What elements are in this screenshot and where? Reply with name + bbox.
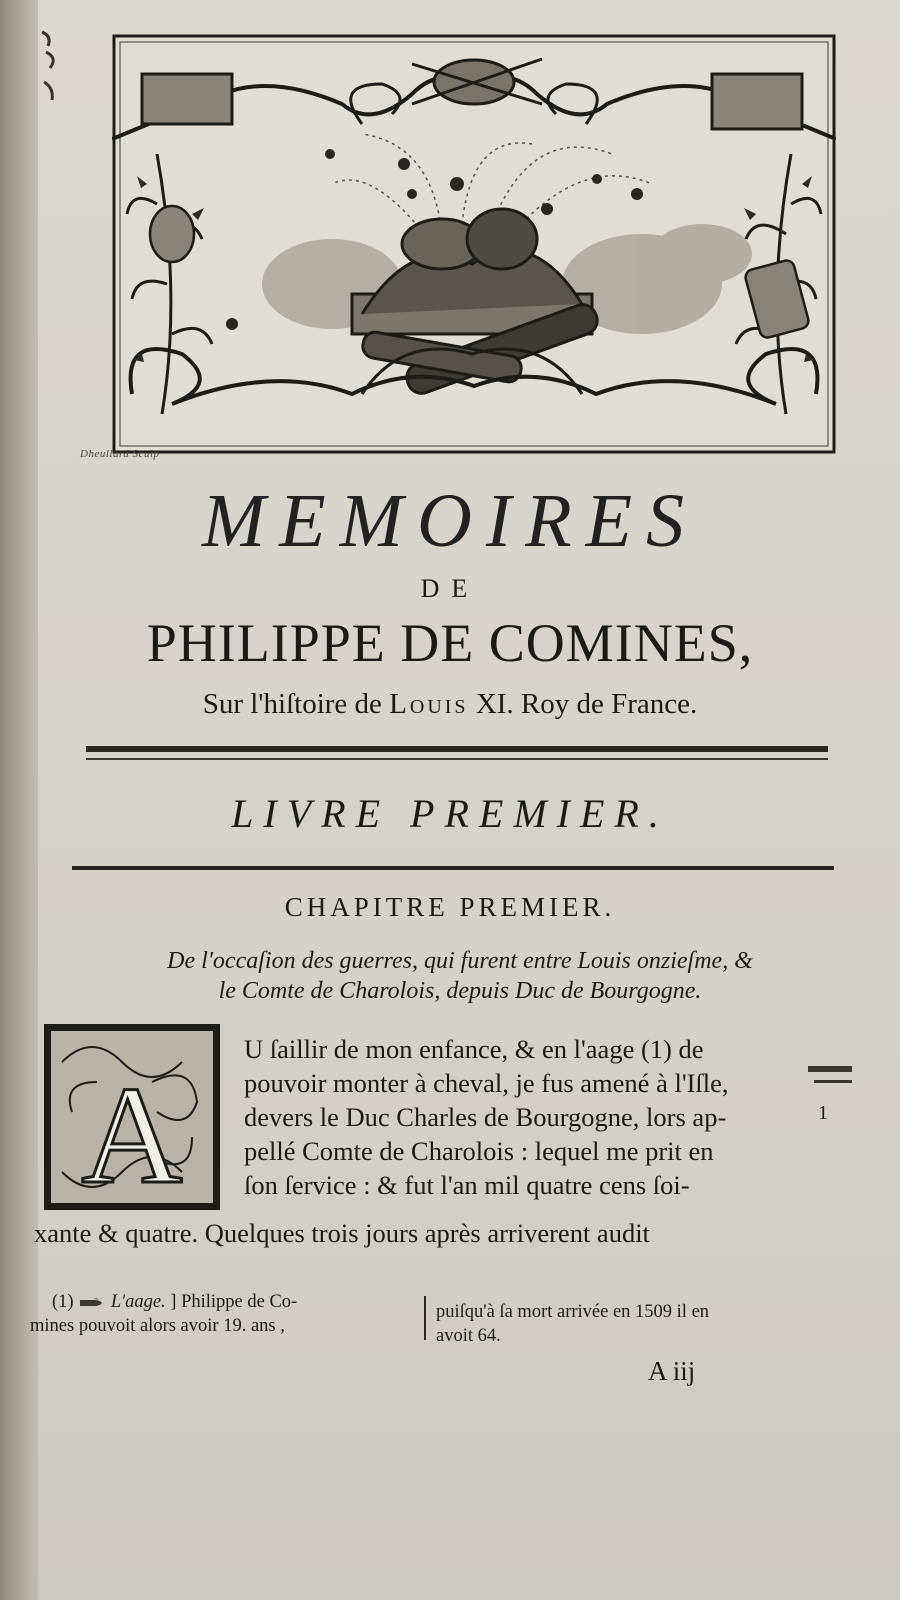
headpiece-engraving: [112, 34, 836, 454]
chapter-summary-line-1: De l'occaſion des guerres, qui furent entre Louis onzieſme, &: [167, 948, 753, 974]
dropcap-letter: A: [81, 1058, 183, 1212]
footnote-left-line-2: mines pouvoit alors avoir 19. ans ,: [30, 1316, 285, 1336]
title-subtitle: [80, 688, 820, 721]
body-line-5: ſon ſervice : & fut l'an mil quatre cens ſoi-: [244, 1170, 690, 1200]
footnote-left-rest: ] Philippe de Co-: [170, 1292, 298, 1312]
page-title-memoires: MEMOIRES: [201, 479, 699, 563]
footnote-column-divider: [424, 1296, 426, 1340]
chapter-summary-line-2: le Comte de Charolois, depuis Duc de Bourgogne.: [218, 978, 702, 1004]
subtitle-part-1: Sur l'hiſtoire de: [202, 688, 390, 720]
subtitle-part-2: XI. Roy de France.: [468, 688, 698, 720]
body-line-1: U ſaillir de mon enfance, & en l'aage (1) de: [244, 1034, 704, 1064]
footnote-right-line-2: avoit 64.: [436, 1326, 501, 1346]
double-rule-thick: [86, 746, 828, 752]
subtitle-king-name: Louis: [389, 688, 469, 720]
footnote-left-line-1: [52, 1290, 297, 1314]
title-author: PHILIPPE DE COMINES,: [146, 613, 754, 673]
footnote-right-line-1: puiſqu'à ſa mort arrivée en 1509 il en: [436, 1302, 710, 1322]
footnote-ref: L'aage.: [110, 1292, 166, 1312]
title-de: DE: [420, 574, 480, 603]
footnote-marker: (1): [52, 1292, 74, 1312]
pointing-hand-icon: [78, 1296, 106, 1310]
body-line-2: pouvoir monter à cheval, je fus amené à l'Iſle,: [244, 1068, 729, 1098]
body-line-6: xante & quatre. Quelques trois jours après arriverent audit: [34, 1218, 650, 1248]
margin-rule-thin: [814, 1080, 852, 1083]
section-rule: [72, 866, 834, 870]
chapter-heading: CHAPITRE PREMIER.: [284, 892, 616, 922]
body-line-4: pellé Comte de Charolois : lequel me prit en: [244, 1136, 714, 1166]
signature-mark: A iij: [648, 1356, 696, 1386]
margin-rule: [808, 1066, 852, 1072]
engraver-signature: Dheullard Sculp: [80, 448, 160, 460]
body-line-3: devers le Duc Charles de Bourgogne, lors ap-: [244, 1102, 727, 1132]
facing-page-ink-fragment: [38, 22, 68, 142]
chapter-summary: [70, 946, 850, 1006]
double-rule-thin: [86, 758, 828, 760]
margin-number: 1: [818, 1102, 828, 1124]
book-heading: LIVRE PREMIER.: [231, 791, 669, 836]
ornamental-dropcap: [42, 1022, 222, 1212]
